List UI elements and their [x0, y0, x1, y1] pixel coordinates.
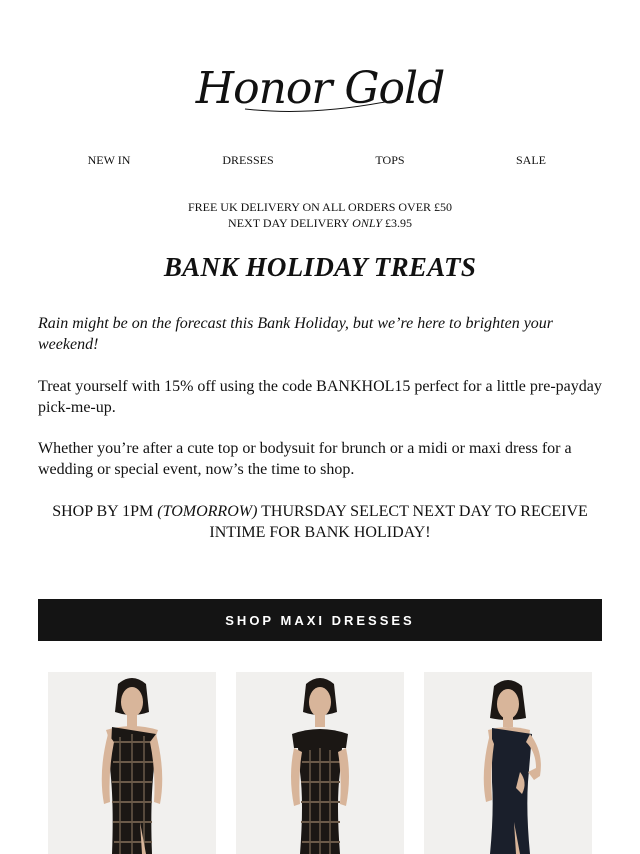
model-lace-dress-image — [48, 672, 216, 854]
nav-item-dresses[interactable]: DRESSES — [222, 153, 274, 167]
deadline-tomorrow: (TOMORROW) — [157, 503, 258, 520]
delivery-banner — [0, 199, 640, 231]
nav-item-sale[interactable]: SALE — [516, 153, 546, 167]
product-grid — [48, 672, 592, 854]
deadline-prefix: SHOP BY 1PM — [52, 503, 158, 520]
shop-maxi-dresses-button[interactable]: SHOP MAXI DRESSES — [38, 599, 602, 641]
model-navy-dress-image — [424, 672, 592, 854]
product-image-black-lace-bardot[interactable] — [236, 672, 404, 854]
occasions-paragraph: Whether you’re after a cute top or bodysuit for brunch or a midi or maxi dress for a wedding or special event, now’s the time to shop. — [38, 440, 572, 478]
logo-text: Honor Gold — [195, 63, 445, 114]
honor-gold-logo-icon — [195, 59, 445, 123]
brand-logo[interactable] — [0, 58, 640, 124]
next-day-prefix: NEXT DAY DELIVERY — [228, 216, 353, 230]
next-day-delivery-text — [0, 215, 640, 231]
headline: BANK HOLIDAY TREATS — [163, 252, 477, 282]
product-image-black-lace-one-shoulder[interactable] — [48, 672, 216, 854]
intro-paragraph: Rain might be on the forecast this Bank Holiday, but we’re here to brighten your weekend! — [38, 315, 554, 353]
next-day-price: £3.95 — [381, 216, 412, 230]
deadline-paragraph — [38, 501, 602, 543]
next-day-only: ONLY — [352, 216, 382, 230]
model-bardot-dress-image — [236, 672, 404, 854]
nav-item-tops[interactable]: TOPS — [375, 153, 405, 167]
offer-paragraph: Treat yourself with 15% off using the code BANKHOL15 perfect for a little pre-payday pick-me-up. — [38, 378, 602, 416]
product-image-navy-cut-out-maxi[interactable] — [424, 672, 592, 854]
deadline-suffix: THURSDAY SELECT NEXT DAY TO RECEIVE INTIME FOR BANK HOLIDAY! — [209, 503, 588, 541]
nav-item-new-in[interactable]: NEW IN — [87, 153, 131, 167]
main-nav — [0, 153, 640, 169]
free-delivery-text: FREE UK DELIVERY ON ALL ORDERS OVER £50 — [187, 200, 453, 214]
